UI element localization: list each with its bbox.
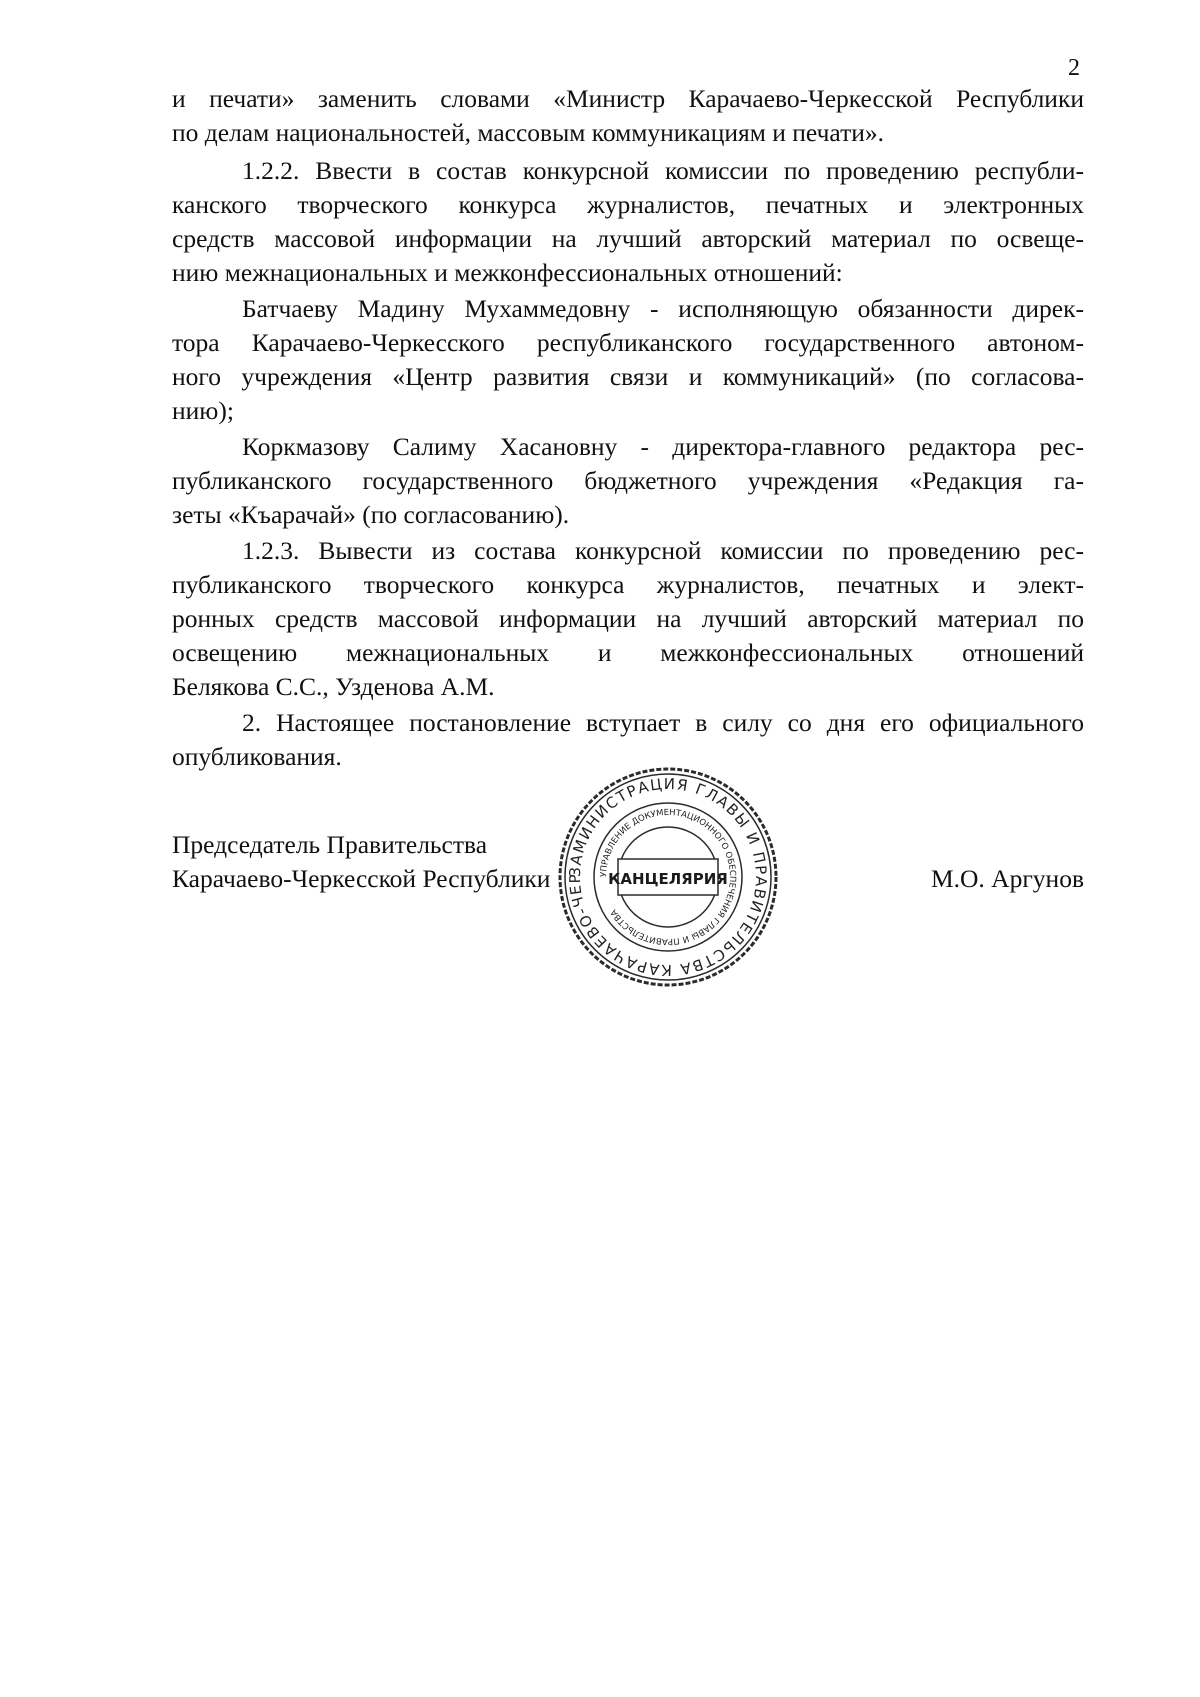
body-line: нию); [172, 396, 234, 425]
body-line: публиканского государственного бюджетного учреждения «Редакция га- [172, 466, 1084, 495]
body-line: зеты «Къарачай» (по согласованию). [172, 500, 570, 529]
body-line: опубликования. [172, 742, 342, 771]
signatory-title-line2: Карачаево-Черкесской Республики [172, 864, 551, 893]
body-line: публиканского творческого конкурса журналистов, печатных и элект- [172, 570, 1084, 599]
signatory-name: М.О. Аргунов [930, 864, 1084, 893]
signatory-title-line1: Председатель Правительства [172, 830, 488, 859]
page-number: 2 [1068, 55, 1080, 81]
body-line: Белякова С.С., Узденова А.М. [172, 672, 495, 701]
stamp-center-text: КАНЦЕЛЯРИЯ [608, 870, 728, 888]
body-line: 1.2.3. Вывести из состава конкурсной комиссии по проведению рес- [242, 536, 1084, 565]
body-line: освещению межнациональных и межконфессиональных отношений [172, 638, 1084, 667]
body-line: 2. Настоящее постановление вступает в силу со дня его официального [242, 708, 1084, 737]
body-line: по делам национальностей, массовым коммуникациям и печати». [172, 118, 885, 147]
stamp-outer-text: ЗАМИНИСТРАЦИЯ ГЛАВЫ И ПРАВИТЕЛЬСТВА КАРАЧАЕВО-ЧЕР [565, 774, 771, 980]
body-line: 1.2.2. Ввести в состав конкурсной комиссии по проведению республи- [242, 156, 1084, 185]
body-line: ронных средств массовой информации на лучший авторский материал по [172, 604, 1084, 633]
stamp-inner-text: УПРАВЛЕНИЕ ДОКУМЕНТАЦИОННОГО ОБЕСПЕЧЕНИЯ ГЛАВЫ И ПРАВИТЕЛЬСТВА [598, 807, 738, 947]
body-line: нию межнациональных и межконфессиональных отношений: [172, 258, 843, 287]
body-line: канского творческого конкурса журналистов, печатных и электронных [172, 190, 1084, 219]
official-stamp [555, 764, 781, 990]
body-line: Батчаеву Мадину Мухаммедовну - исполняющую обязанности дирек- [242, 294, 1084, 323]
stamp-seal-icon [555, 764, 781, 990]
body-line: ного учреждения «Центр развития связи и коммуникаций» (по согласова- [172, 362, 1084, 391]
body-line: тора Карачаево-Черкесского республиканского государственного автоном- [172, 328, 1084, 357]
body-line: и печати» заменить словами «Министр Карачаево-Черкесской Республики [172, 84, 1084, 113]
body-line: Коркмазову Салиму Хасановну - директора-главного редактора рес- [242, 432, 1084, 461]
body-line: средств массовой информации на лучший авторский материал по освеще- [172, 224, 1084, 253]
